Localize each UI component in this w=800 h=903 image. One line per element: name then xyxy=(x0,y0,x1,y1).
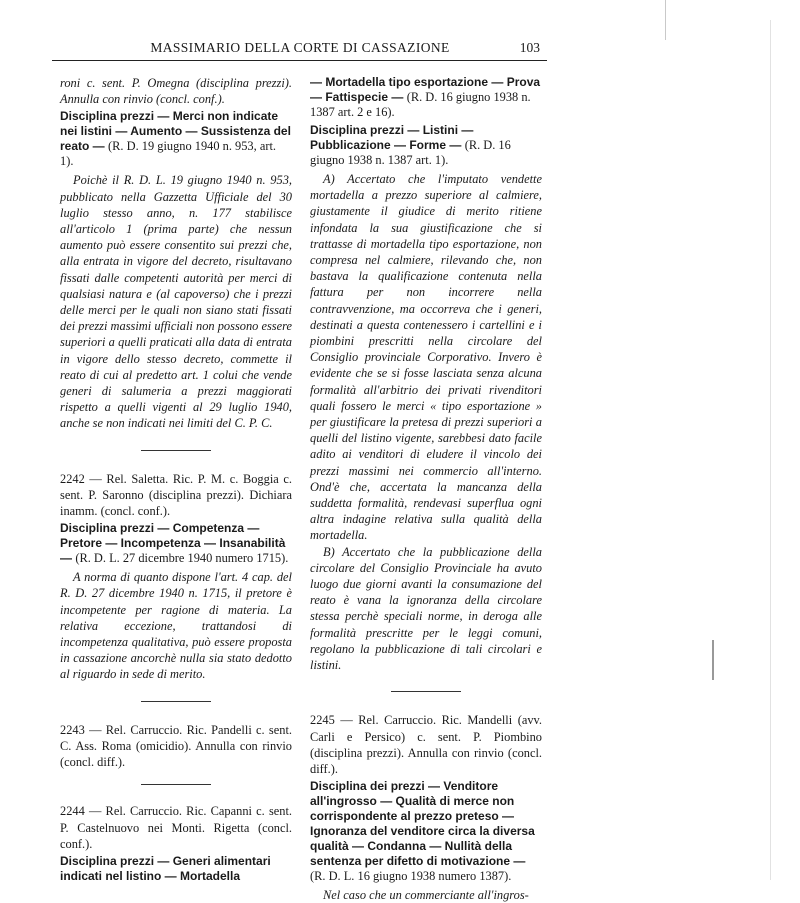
running-header-title: MASSIMARIO DELLA CORTE DI CASSAZIONE xyxy=(150,40,450,55)
right-column xyxy=(310,75,542,903)
case-reference-2245: 2245 — Rel. Carruccio. Ric. Mandelli (avv. Carli e Persico) c. sent. P. Piombino (disciplina prezzi). Annulla con rinvio (concl. diff.). xyxy=(310,713,542,776)
section-separator xyxy=(391,691,461,692)
maxim-citation: (R. D. 16 giugno 1938 n. 1387 art. 1). xyxy=(310,138,511,167)
maxim-heading xyxy=(310,75,542,120)
section-separator xyxy=(141,784,211,785)
page-number: 103 xyxy=(519,40,540,55)
maxim-body: A norma di quanto dispone l'art. 4 cap. del R. D. 27 dicembre 1940 n. 1715, il pretore è incompetente per ragione di materia. La relativa eccezione, trattandosi di incompetenza qualitativa, può essere proposta in cassazione ancorchè nulla sia stato dedotto al riguardo in sede di merito. xyxy=(60,570,292,682)
maxim-heading xyxy=(60,521,292,566)
maxim-heading-text: Disciplina prezzi — Merci non indicate nei listini — Aumento — Sussistenza del reato — xyxy=(60,109,291,154)
section-separator xyxy=(141,450,211,451)
maxim-body-b: B) Accertato che la pubblicazione della circolare del Consiglio Provinciale ha avuto luogo due giorni avanti la consumazione del reato è vana la ignoranza della circolare stessa perchè speciali norme, in deroga alle formalità prescritte per le leggi comuni, regolano la pubblicazione di tali circolari e listini. xyxy=(310,544,542,673)
case-reference-2244: 2244 — Rel. Carruccio. Ric. Capanni c. sent. P. Castelnuovo nei Monti. Rigetta (concl. conf.). xyxy=(60,804,292,851)
section-separator xyxy=(141,701,211,702)
case-continuation: roni c. sent. P. Omegna (disciplina prezzi). Annulla con rinvio (concl. conf.). xyxy=(60,76,292,107)
maxim-heading-text: Disciplina dei prezzi — Venditore all'ingrosso — Qualità di merce non corrispondente al prezzo preteso — Ignoranza del venditore circa la diversa qualità — Condanna — Nullità della sentenza per difetto di motivazione — xyxy=(310,779,535,869)
maxim-heading-text: Disciplina prezzi — Listini — Pubblicazione — Forme — xyxy=(310,123,474,152)
maxim-heading xyxy=(60,854,292,884)
maxim-citation: (R. D. 19 giugno 1940 n. 953, art. 1). xyxy=(60,139,276,169)
maxim-heading-text: — Mortadella tipo esportazione — Prova — Fattispecie — xyxy=(310,75,541,104)
maxim-citation: (R. D. 16 giugno 1938 n. 1387 art. 2 e 16). xyxy=(310,90,531,119)
left-column xyxy=(60,75,292,887)
case-reference-2243: 2243 — Rel. Carruccio. Ric. Pandelli c. sent. C. Ass. Roma (omicidio). Annulla con rinvio (concl. diff.). xyxy=(60,722,292,770)
maxim-body: Poichè il R. D. L. 19 giugno 1940 n. 953, pubblicato nella Gazzetta Ufficiale del 30 luglio stesso anno, n. 177 stabilisce all'articolo 1 (prima parte) che nessun aumento può essere consentito sui prezzi che, alla entrata in vigore del decreto, risultavano fissati dalle competenti autorità per merci di qualsiasi natura e (al capoverso) che i prezzi delle merci per le quali non siano stati fissati dei prezzi massimi ufficiali non possono essere superiori a quelli praticati alla data di entrata in vigore dello stesso decreto, commette il reato di cui al predetto art. 1 colui che vende generi di salumeria a prezzi maggiorati rispetto a quelli vigenti al 29 luglio 1940, anche se non indicati nei limiti del C. P. C. xyxy=(60,173,292,431)
scan-mark xyxy=(770,20,771,880)
scan-mark xyxy=(712,640,714,680)
maxim-heading-text: Disciplina prezzi — Generi alimentari indicati nel listino — Mortadella xyxy=(60,853,271,883)
header-rule xyxy=(52,60,547,61)
maxim-body: Nel caso che un commerciante all'ingros- xyxy=(323,888,529,903)
maxim-citation: (R. D. L. 27 dicembre 1940 numero 1715). xyxy=(75,551,289,566)
maxim-heading xyxy=(310,779,542,884)
maxim-heading-text: Disciplina prezzi — Competenza — Pretore — Incompetenza — Insanabilità — xyxy=(60,521,286,566)
scan-mark xyxy=(665,0,666,40)
maxim-citation: (R. D. L. 16 giugno 1938 numero 1387). xyxy=(310,869,512,884)
maxim-heading xyxy=(310,123,542,168)
maxim-heading xyxy=(60,109,292,169)
maxim-body-a: A) Accertato che l'imputato vendette mortadella a prezzo superiore al calmiere, giustamente il giudice di merito ritiene infondata la sua giustificazione che si trattasse di mortadella tipo esportazione, non compresa nel calmiere, rilevando che, non bastava la qualificazione contenuta nella fattura per non incorrere nella contravvenzione, ma occorreva che i generi, destinati a questa contenessero i cartellini e i piombini prescritti nella circolare del Consiglio provinciale Corporativo. Invero è evidente che se si fosse lasciata senza alcuna formalità all'arbitrio dei privati rivenditori quali fossero le merci « tipo esportazione » per giustificare la pretesa di prezzi superiori a quelli del listino vigente, sarebbesi dato facile adito ai venditori di eludere il vincolo dei prezzi massimi nei commercio all'interno. Ond'è che, accertata la mancanza della suddetta formalità, rendevasi superflua ogni altra indagine relativa sulla qualità della mortadella. xyxy=(310,172,542,543)
case-reference-2242: 2242 — Rel. Saletta. Ric. P. M. c. Boggia c. sent. P. Saronno (disciplina prezzi). Dichiara inamm. (concl. conf.). xyxy=(60,471,292,519)
